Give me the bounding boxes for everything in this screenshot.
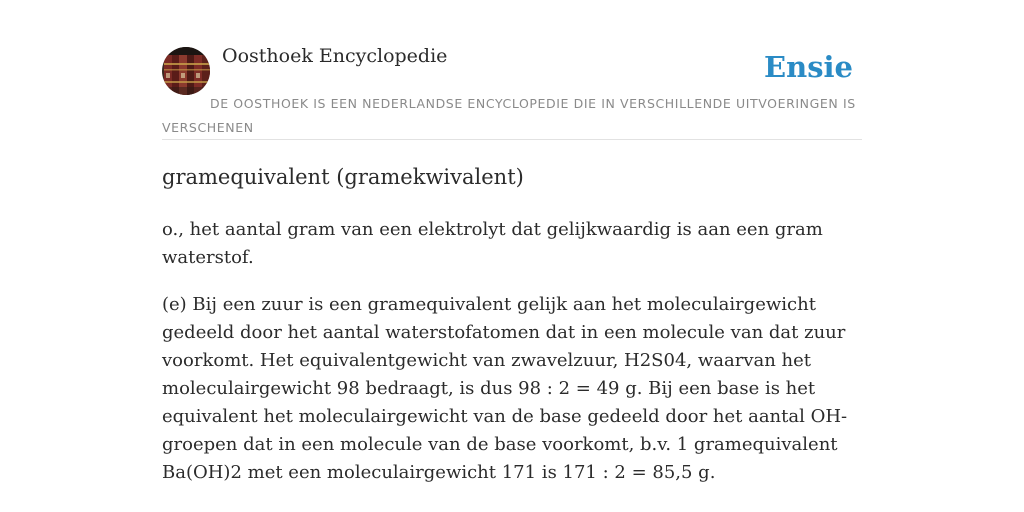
site-tagline: DE OOSTHOEK IS EEN NEDERLANDSE ENCYCLOPEDIE DIE IN VERSCHILLENDE UITVOERINGEN IS VERSCHENEN [162, 96, 856, 135]
book-spines-icon [162, 47, 210, 95]
article-body: (e) Bij een zuur is een gramequivalent gelijk aan het moleculairgewicht gedeeld door het aantal waterstofatomen dat in een molecule van dat zuur voorkomt. Het equivalentgewicht van zwavelzuur, H2S04, waarvan het moleculairgewicht 98 bedraagt, is dus 98 : 2 = 49 g. Bij een base is het equivalent het moleculairgewicht van de base gedeeld door het aantal OH-groepen dat in een molecule van de base voorkomt, b.v. 1 gramequivalent Ba(OH)2 met een moleculairgewicht 171 is 171 : 2 = 85,5 g. [162, 294, 848, 483]
site-name-link[interactable]: Oosthoek Encyclopedie [222, 45, 448, 67]
header-divider [162, 139, 862, 140]
article-definition: o., het aantal gram van een elektrolyt dat gelijkwaardig is aan een gram waterstof. [162, 219, 823, 268]
encyclopedia-avatar[interactable] [162, 47, 210, 95]
brand-logo[interactable]: Ensie [764, 50, 853, 84]
article-headword: gramequivalent (gramekwivalent) [162, 165, 524, 189]
